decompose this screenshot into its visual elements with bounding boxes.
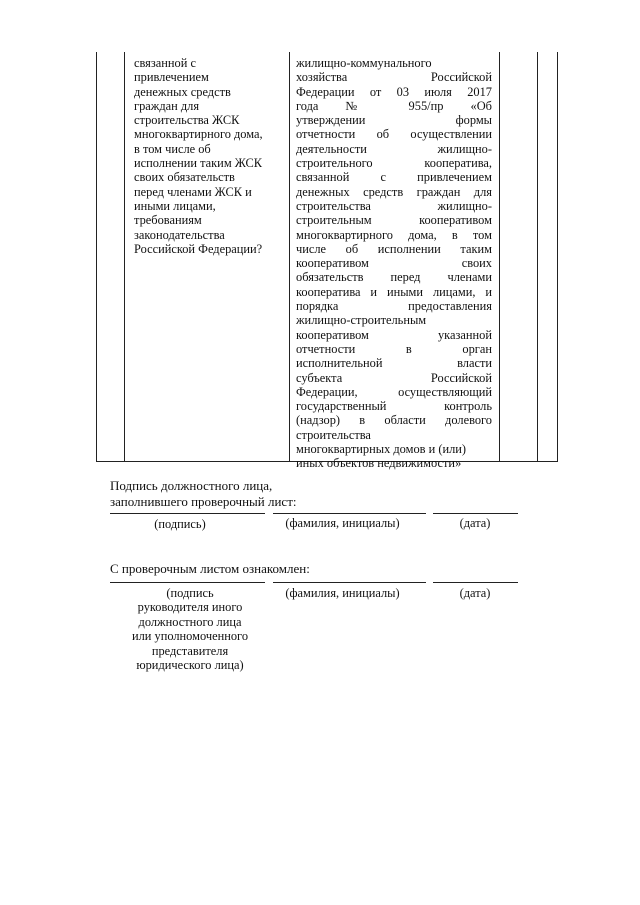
reference-line: утверждении формы	[296, 113, 492, 128]
reference-line: жилищно-строительным	[296, 313, 427, 328]
question-line: привлечением	[134, 70, 209, 85]
signature2-name-line	[273, 582, 426, 583]
question-line: многоквартирного дома,	[134, 127, 263, 142]
question-line: перед членами ЖСК и	[134, 184, 252, 199]
table-col-divider-4	[537, 52, 538, 462]
reference-line: кооператива и иными лицами, и	[296, 284, 492, 299]
question-line: граждан для	[134, 98, 200, 113]
table-cell-question	[134, 56, 284, 256]
reference-line: связанной с привлечением	[296, 170, 492, 185]
signature1-name-line	[273, 513, 426, 514]
signature1-caption-date: (дата)	[459, 516, 491, 530]
reference-line: строительства жилищно-	[296, 198, 492, 213]
reference-line: строительным кооперативом	[296, 213, 492, 228]
reference-line: строительного кооператива,	[296, 156, 492, 171]
reference-line: субъекта Российской	[296, 370, 492, 385]
signature2-heading: С проверочным листом ознакомлен:	[110, 561, 310, 576]
signature2-caption-line: или уполномоченного	[131, 629, 249, 644]
signature2-date-line	[433, 582, 518, 583]
table-border-right	[557, 52, 558, 462]
reference-line: отчетности в орган	[296, 341, 492, 356]
question-line: требованиям	[134, 213, 202, 228]
signature1-heading-line2: заполнившего проверочный лист:	[110, 494, 297, 509]
question-line: исполнении таким ЖСК	[134, 156, 263, 171]
reference-line: многоквартирных домов и (или)	[296, 442, 467, 457]
reference-line: Федерации, осуществляющий	[296, 384, 492, 399]
signature1-heading-line1: Подпись должностного лица,	[110, 478, 273, 493]
reference-line: исполнительной власти	[296, 356, 492, 371]
reference-line: многоквартирного дома, в том	[296, 227, 492, 242]
reference-line: обязательств перед членами	[296, 270, 492, 285]
reference-line: жилищно-коммунального	[296, 56, 432, 70]
inspection-table	[96, 52, 558, 471]
signature1-caption-signature: (подпись)	[154, 517, 206, 531]
reference-line: кооперативом своих	[296, 256, 492, 271]
question-line: связанной с	[134, 56, 196, 70]
signature2-caption-name: (фамилия, инициалы)	[285, 586, 400, 600]
question-line: строительства ЖСК	[134, 113, 240, 128]
signature2-caption-date: (дата)	[459, 586, 491, 600]
signature2-caption-line: руководителя иного	[137, 600, 243, 615]
signature2-caption-line: (подпись	[166, 586, 214, 600]
signature2-caption-line: юридического лица)	[136, 658, 244, 673]
question-line: законодательства	[134, 227, 225, 242]
question-line: своих обязательств	[134, 170, 235, 185]
signature1-date-line	[433, 513, 518, 514]
signature2-signature-line	[110, 582, 265, 583]
table-col-divider-1	[124, 52, 125, 462]
reference-line: денежных средств граждан для	[296, 184, 492, 199]
reference-line: деятельности жилищно-	[296, 141, 492, 156]
reference-line: государственный контроль	[296, 399, 492, 414]
reference-line: года № 955/пр «Об	[296, 98, 492, 113]
reference-line: кооперативом указанной	[296, 327, 492, 342]
question-line: Российской Федерации?	[134, 241, 263, 256]
signature1-caption-name: (фамилия, инициалы)	[285, 516, 400, 530]
reference-line: хозяйства Российской	[296, 70, 492, 85]
reference-line: порядка предоставления	[296, 299, 492, 314]
reference-line: иных объектов недвижимости»	[296, 456, 462, 471]
reference-line: строительства	[296, 427, 371, 442]
signature2-caption-line: представителя	[151, 643, 229, 658]
table-col-divider-3	[499, 52, 500, 462]
reference-line: Федерации от 03 июля 2017	[296, 84, 492, 99]
table-cell-legal-reference	[296, 56, 492, 471]
question-line: иными лицами,	[134, 198, 216, 213]
table-border-left	[96, 52, 97, 462]
question-line: в том числе об	[134, 141, 211, 156]
signature1-signature-line	[110, 513, 265, 514]
signature2-caption-signature	[112, 586, 268, 672]
signature2-caption-line: должностного лица	[138, 614, 242, 629]
reference-line: (надзор) в области долевого	[296, 413, 492, 428]
table-col-divider-2	[289, 52, 290, 462]
reference-line: отчетности об осуществлении	[296, 127, 492, 142]
question-line: денежных средств	[134, 84, 231, 99]
reference-line: числе об исполнении таким	[296, 241, 492, 256]
